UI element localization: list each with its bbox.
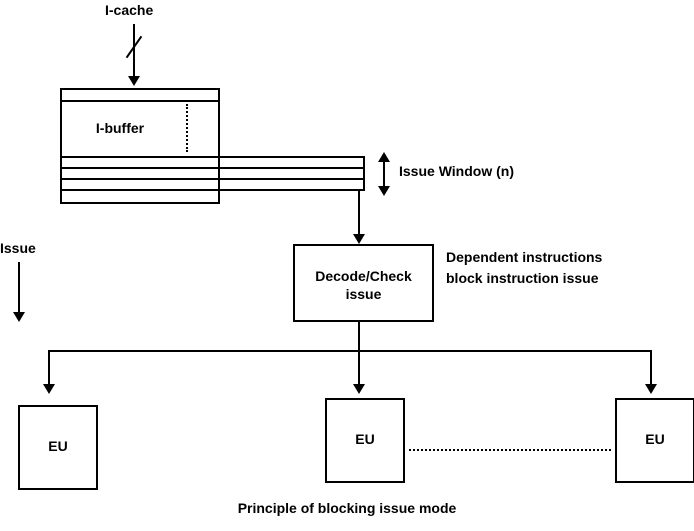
- ibuffer-divider-4: [60, 189, 220, 191]
- issue-window-measure-arrow-up: [378, 152, 390, 162]
- icache-to-ibuffer-line: [133, 24, 135, 78]
- bus-drop-eu-1: [48, 350, 50, 388]
- dependent-note-line2: block instruction issue: [446, 270, 599, 286]
- eu-label-2: EU: [355, 431, 375, 447]
- eu-label-3: EU: [645, 431, 665, 447]
- issue-window-measure-arrow-down: [378, 186, 390, 196]
- decode-check-issue-label-line1: Decode/Check: [315, 268, 412, 284]
- ibuffer-divider-1: [60, 156, 220, 158]
- icache-to-ibuffer-arrowhead: [128, 76, 140, 86]
- window-to-decode-arrowhead: [353, 234, 365, 244]
- issue-window-line-3: [220, 178, 365, 180]
- issue-window-right-edge: [363, 156, 365, 191]
- ibuffer-label: I-buffer: [95, 120, 145, 136]
- ibuffer-divider-top: [60, 100, 220, 102]
- issue-window-line-4: [220, 189, 365, 191]
- eu-ellipsis-dotted: [409, 449, 611, 451]
- issue-arrowhead: [13, 312, 25, 322]
- bus-drop-eu-3-arrowhead: [645, 384, 657, 394]
- eu-distribution-bus: [48, 350, 652, 352]
- ibuffer-ellipsis-dotted: [186, 104, 188, 152]
- issue-window-line-2: [220, 167, 365, 169]
- bus-drop-eu-2-arrowhead: [353, 384, 365, 394]
- ibuffer-box: [60, 88, 220, 204]
- issue-window-label: Issue Window (n): [399, 163, 514, 179]
- issue-window-line-1: [220, 156, 365, 158]
- ibuffer-divider-3: [60, 178, 220, 180]
- bus-drop-eu-2: [358, 350, 360, 388]
- decode-check-issue-label-line2: issue: [345, 286, 382, 302]
- issue-arrow-line: [18, 262, 20, 316]
- diagram-caption: Principle of blocking issue mode: [237, 500, 457, 516]
- icache-label: I-cache: [105, 2, 154, 18]
- ibuffer-divider-2: [60, 167, 220, 169]
- bus-drop-eu-1-arrowhead: [43, 384, 55, 394]
- bus-drop-eu-3: [650, 350, 652, 388]
- decode-to-bus-line: [358, 322, 360, 352]
- dependent-note-line1: Dependent instructions: [446, 249, 603, 265]
- eu-label-1: EU: [48, 438, 68, 454]
- issue-label: Issue: [0, 240, 36, 256]
